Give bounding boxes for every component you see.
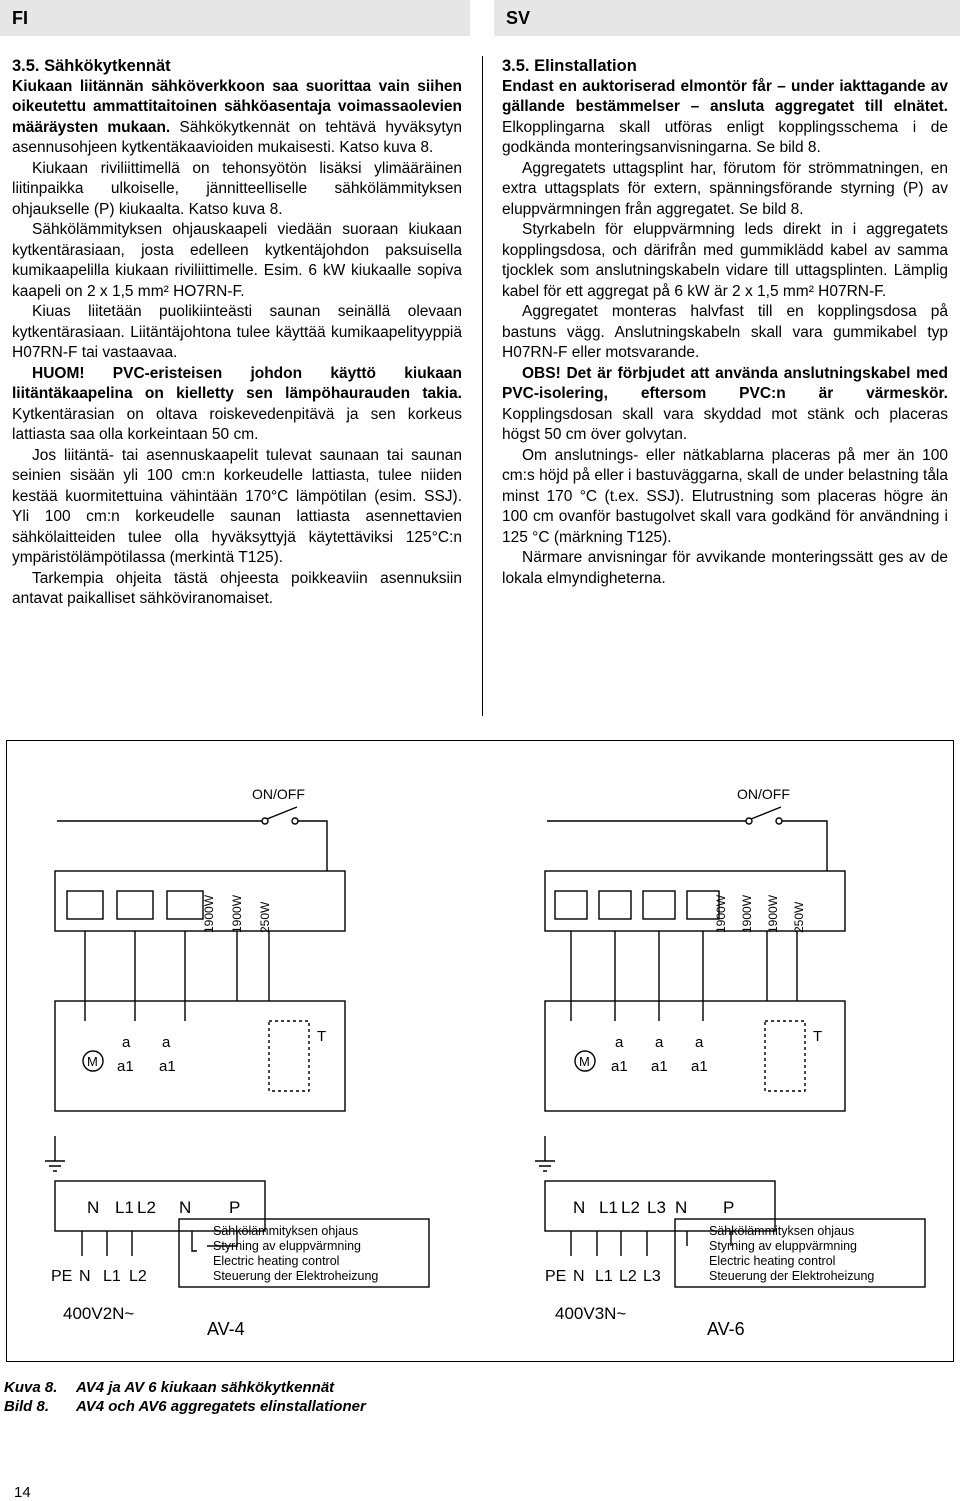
relay-contact-label: a (695, 1034, 704, 1051)
resistor-icon (643, 891, 675, 919)
relay-contact-label: a1 (691, 1058, 708, 1075)
paragraph-fi-6: Jos liitäntä- tai asennuskaapelit tulevat saunaan tai saunan seinien sisään yli 100 cm:n korkeudelle lattiasta, tulee niiden kestää kuormitettuina vähintään 170°C lämpötilan (esim. SSJ). Yli 100 cm:n korkeudelle saunan lattiasta asennettavien sähkölaitteiden tulee olla hyväksyttyjä käytettäviksi 125°C:n ympäristölämpötilassa (merkintä T125). (12, 446, 462, 566)
power-label: 1900W (714, 894, 728, 933)
relay-contact-label: a (122, 1034, 131, 1051)
wire (571, 931, 797, 1021)
relay-contact-label: a (615, 1034, 624, 1051)
relay-contact-label: a1 (611, 1058, 628, 1075)
terminal-label: N (573, 1198, 586, 1217)
supply-label: L3 (643, 1268, 661, 1285)
resistor-icon (555, 891, 587, 919)
paragraph-sv-6: Om anslutnings- eller nätkablarna placeras på mer än 100 cm:s höjd på eller i bastuväggarna, skall de under belastning tåla minst 170 °C (t.ex. SSJ). Elutrustning som placeras högre än 100 cm ovanför bastugolvet skall vara godkänd för användning i 125 °C (märkning T125). (502, 446, 948, 546)
relay-contact-label: a (655, 1034, 664, 1051)
caption-text-fi: AV4 ja AV 6 kiukaan sähkökytkennät (76, 1379, 335, 1396)
switch-contact-icon (292, 818, 298, 824)
thermostat-icon (269, 1021, 309, 1091)
terminal-label: P (229, 1198, 241, 1217)
notice-sv: OBS! Det är förbjudet att använda anslutningskabel med PVC-isolering, eftersom PVC:n är värmeskör. (502, 364, 948, 402)
terminal-label: N (179, 1198, 192, 1217)
relay-contact-label: a1 (159, 1058, 176, 1075)
paragraph-sv-3: Styrkabeln för eluppvärmning leds direkt in i aggregatets kopplingsdosa, och därifrån med gummiklädd kabel av samma tjocklek som anslutningskabeln vidare till uttagsplinten. Lämplig kabel för ett aggregat på 6 kW är 2 x 1,5 mm² H07RN-F. (502, 221, 948, 300)
relay-contact-label: a (162, 1034, 171, 1051)
diagram-av6 (535, 786, 925, 1339)
supply-label: L2 (619, 1268, 637, 1285)
wiring-diagram (6, 740, 954, 1362)
control-box-text: Steuerung der Elektroheizung (709, 1269, 875, 1283)
paragraph-sv-7: Närmare anvisningar för avvikande monteringssätt ges av de lokala elmyndigheterna. (502, 549, 948, 587)
paragraph-fi-5: Kytkentärasian on oltava roiskevedenpitävä ja sen korkeus lattiasta saa olla korkeintaan 50 cm. (12, 405, 462, 443)
switch-blade-icon (751, 807, 781, 819)
language-label-fi: FI (12, 7, 28, 28)
control-box-text: Electric heating control (213, 1254, 340, 1268)
ground-icon (45, 1136, 65, 1171)
control-box-text: Styrning av eluppvärmning (213, 1239, 361, 1253)
control-box-text: Electric heating control (709, 1254, 836, 1268)
language-label-sv: SV (506, 7, 531, 28)
terminal-label: P (723, 1198, 735, 1217)
thermostat-label: T (317, 1028, 327, 1045)
power-label: 250W (258, 901, 272, 933)
notice-fi: HUOM! PVC-eristeisen johdon käyttö kiukaan liitäntäkaapelina on kielletty sen lämpöhaurauden takia. (12, 364, 462, 402)
column-divider (482, 56, 483, 716)
power-label: 1900W (230, 894, 244, 933)
terminal-label: N (675, 1198, 688, 1217)
power-label: 1900W (740, 894, 754, 933)
terminal-label: L1 (115, 1198, 134, 1217)
control-box-text: Styrning av eluppvärmning (709, 1239, 857, 1253)
page-number: 14 (14, 1484, 31, 1501)
terminal-label: N (87, 1198, 100, 1217)
column-swedish (502, 56, 948, 589)
terminal-label: L1 (599, 1198, 618, 1217)
wire (85, 931, 269, 1021)
control-box-text: Steuerung der Elektroheizung (213, 1269, 379, 1283)
paragraph-fi-3: Sähkölämmityksen ohjauskaapeli viedään suoraan kiukaan kytkentärasiaan, josta edelleen kytkentäjohdon paksuisella kumikaapelilla kiukaan riviliittimelle. Esim. 6 kW kiukaalle sopiva kaapeli on 2 x 1,5 mm² HO7RN-F. (12, 221, 462, 300)
relay-contact-label: a1 (117, 1058, 134, 1075)
paragraph-sv-4: Aggregatet monteras halvfast till en kopplingsdosa på bastuns vägg. Anslutningskabeln skall vara gummikabel typ H07RN-F eller motsvarande. (502, 303, 948, 361)
power-label: 1900W (202, 894, 216, 933)
ground-icon (535, 1136, 555, 1171)
model-label-av4: AV-4 (207, 1319, 245, 1339)
switch-label-av4: ON/OFF (252, 786, 305, 802)
control-box-text: Sähkölämmityksen ohjaus (709, 1224, 855, 1238)
supply-label: PE (51, 1268, 73, 1285)
model-label-av6: AV-6 (707, 1319, 745, 1339)
power-label: 1900W (766, 894, 780, 933)
wire (571, 1231, 731, 1256)
relay-block (545, 1001, 845, 1111)
terminal-label: L2 (137, 1198, 156, 1217)
paragraph-sv-1: Elkopplingarna skall utföras enligt kopplingsschema i de godkända monteringsanvisningarna. Se bild 8. (502, 118, 948, 156)
paragraph-sv-2: Aggregatets uttagsplint har, förutom för strömmatningen, en extra uttagsplats för extern, spänningsförande styrning (P) av eluppvärmningen från aggregatet. Se bild 8. (502, 159, 948, 218)
switch-label-av6: ON/OFF (737, 786, 790, 802)
control-box-text: Sähkölämmityksen ohjaus (213, 1224, 359, 1238)
thermostat-label: T (813, 1028, 823, 1045)
supply-label: L1 (103, 1268, 121, 1285)
power-label: 250W (792, 901, 806, 933)
paragraph-fi-1: Sähkökytkennät on tehtävä hyväksytyn asennusohjeen kytkentäkaavioiden mukaisesti. Katso kuva 8. (12, 118, 463, 156)
heater-element-block (55, 871, 345, 931)
wiring-diagram-svg (7, 741, 953, 1361)
column-finnish (12, 56, 462, 610)
supply-label: L1 (595, 1268, 613, 1285)
relay-block (55, 1001, 345, 1111)
motor-label: M (87, 1054, 98, 1069)
thermostat-icon (765, 1021, 805, 1091)
supply-label: PE (545, 1268, 567, 1285)
supply-label: L2 (129, 1268, 147, 1285)
diagram-av4 (45, 786, 429, 1339)
caption-key-fi: Kuva 8. (4, 1379, 58, 1396)
paragraph-fi-4: Kiuas liitetään puolikiinteästi saunan seinällä olevaan kytkentärasiaan. Liitäntäjohtona tulee käyttää kumikaapelityyppiä H07RN-F tai vastaavaa. (12, 303, 462, 361)
wire (57, 821, 327, 871)
figure-caption (4, 1378, 366, 1416)
terminal-label: L3 (647, 1198, 666, 1217)
section-heading-fi: 3.5. Sähkökytkennät (12, 57, 171, 75)
switch-contact-icon (776, 818, 782, 824)
wire (547, 821, 827, 871)
resistor-icon (599, 891, 631, 919)
paragraph-warning-fi: Kiukaan liitännän sähköverkkoon saa suorittaa vain siihen oikeutettu ammattitaitoinen sähköasentaja voimassaolevien määräysten mukaan. (12, 77, 462, 136)
motor-label: M (579, 1054, 590, 1069)
switch-blade-icon (267, 807, 297, 819)
resistor-icon (67, 891, 103, 919)
terminal-label: L2 (621, 1198, 640, 1217)
paragraph-fi-2: Kiukaan riviliittimellä on tehonsyötön lisäksi ylimääräinen liitinpaikka ulkoiselle, jännitteelliselle sähkölämmityksen ohjaukselle (P) kiukaalta. Katso kuva 8. (12, 159, 462, 218)
caption-text-sv: AV4 och AV6 aggregatets elinstallationer (76, 1398, 366, 1415)
caption-key-sv: Bild 8. (4, 1398, 50, 1415)
paragraph-warning-sv: Endast en auktoriserad elmontör får – under iakttagande av gällande bestämmelser – ansluta aggregatet till elnätet. (502, 77, 948, 115)
voltage-label: 400V2N~ (63, 1304, 135, 1323)
paragraph-sv-5: Kopplingsdosan skall vara skyddad mot stänk och placeras högst 50 cm över golvytan. (502, 405, 948, 443)
resistor-icon (117, 891, 153, 919)
language-tab-sv (494, 0, 960, 36)
voltage-label: 400V3N~ (555, 1304, 627, 1323)
relay-contact-label: a1 (651, 1058, 668, 1075)
supply-label: N (79, 1268, 91, 1285)
resistor-icon (167, 891, 203, 919)
language-tab-fi (0, 0, 470, 36)
supply-label: N (573, 1268, 585, 1285)
paragraph-fi-7: Tarkempia ohjeita tästä ohjeesta poikkeaviin asennuksiin antavat paikalliset sähköviranomaiset. (12, 569, 462, 607)
section-heading-sv: 3.5. Elinstallation (502, 57, 637, 75)
